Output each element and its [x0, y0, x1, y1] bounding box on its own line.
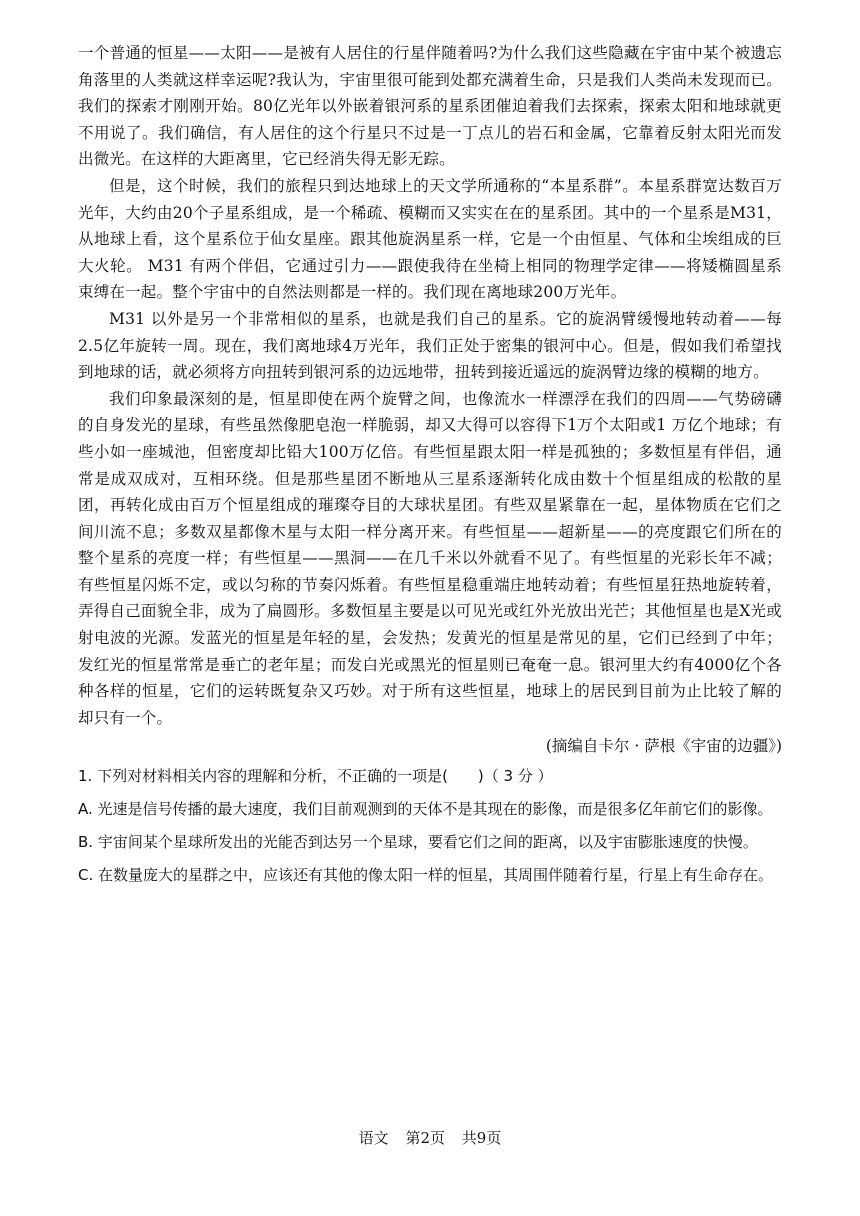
- option-b: B. 宇宙间某个星球所发出的光能否到达另一个星球，要看它们之间的距离，以及宇宙膨胀速度的快慢。: [78, 833, 758, 852]
- article-paragraph-4: 我们印象最深刻的是，恒星即使在两个旋臂之间，也像流水一样漂浮在我们的四周——气势磅礴的自身发光的星球，有些虽然像肥皂泡一样脆弱，却又大得可以容得下1万个太阳或1 万亿个地球；有些小如一座城池，但密度却比铅大100万亿倍。有些恒星跟太阳一样是孤独的；多数恒星有伴侣，通常是成双成对，互相环绕。但是那些星团不断地从三星系逐渐转化成由数十个恒星组成的松散的星团，再转化成由百万个恒星组成的璀璨夺目的大球状星团。有些双星紧靠在一起，星体物质在它们之间川流不息；多数双星都像木星与太阳一样分离开来。有些恒星——超新星——的亮度跟它们所在的整个星系的亮度一样；有些恒星——黑洞——在几千米以外就看不见了。有些恒星的光彩长年不减；有些恒星闪烁不定，或以匀称的节奏闪烁着。有些恒星稳重端庄地转动着；有些恒星狂热地旋转着，弄得自己面貌全非，成为了扁圆形。多数恒星主要是以可见光或红外光放出光芒；其他恒星也是X光或射电波的光源。发蓝光的恒星是年轻的星，会发热；发黄光的恒星是常见的星，它们已经到了中年；发红光的恒星常常是垂亡的老年星；而发白光或黑光的恒星则已奄奄一息。银河里大约有4000亿个各种各样的恒星，它们的运转既复杂又巧妙。对于所有这些恒星，地球上的居民到目前为止比较了解的却只有一个。: [78, 389, 782, 727]
- footer-page-number: 第2页: [405, 1129, 445, 1147]
- article-paragraph-3: M31 以外是另一个非常相似的星系，也就是我们自己的星系。它的旋涡臂缓慢地转动着——每2.5亿年旋转一周。现在，我们离地球4万光年，我们正处于密集的银河中心。但是，假如我们希望找到地球的话，就必须将方向扭转到银河系的边远地带，扭转到接近遥远的旋涡臂边缘的模糊的地方。: [78, 309, 782, 382]
- footer-subject: 语文: [358, 1129, 389, 1147]
- exam-page: [78, 40, 782, 888]
- page-footer: [0, 1127, 860, 1148]
- article-body: [78, 40, 782, 731]
- option-a: A. 光速是信号传播的最大速度，我们目前观测到的天体不是其现在的影像，而是很多亿年前它们的影像。: [78, 800, 773, 819]
- footer-total-pages: 共9页: [461, 1129, 502, 1147]
- option-c: C. 在数量庞大的星群之中，应该还有其他的像太阳一样的恒星，其周围伴随着行星，行星上有生命存在。: [78, 866, 774, 885]
- article-paragraph-2: 但是，这个时候，我们的旅程只到达地球上的天文学所通称的“本星系群”。本星系群宽达数百万光年，大约由20个子星系组成，是一个稀疏、模糊而又实实在在的星系团。其中的一个星系是M31，从地球上看，这个星系位于仙女星座。跟其他旋涡星系一样，它是一个由恒星、气体和尘埃组成的巨大火轮。 M31 有两个伴侣，它通过引力——跟使我待在坐椅上相同的物理学定律——将矮椭圆星系束缚在一起。整个宇宙中的自然法则都是一样的。我们现在离地球200万光年。: [78, 176, 782, 302]
- article-paragraph-1: 一个普通的恒星——太阳——是被有人居住的行星伴随着吗?为什么我们这些隐藏在宇宙中某个被遗忘角落里的人类就这样幸运呢?我认为，宇宙里很可能到处都充满着生命，只是我们人类尚未发现而已。我们的探索才刚刚开始。80亿光年以外嵌着银河系的星系团催迫着我们去探索，探索太阳和地球就更不用说了。我们确信，有人居住的这个行星只不过是一丁点儿的岩石和金属，它靠着反射太阳光而发出微光。在这样的大距离里，它已经消失得无影无踪。: [78, 44, 782, 169]
- question-stem: 1. 下列对材料相关内容的理解和分析，不正确的一项是( )（ 3 分 ）: [78, 767, 553, 786]
- article-source: (摘编自卡尔 · 萨根《宇宙的边疆》): [545, 737, 782, 756]
